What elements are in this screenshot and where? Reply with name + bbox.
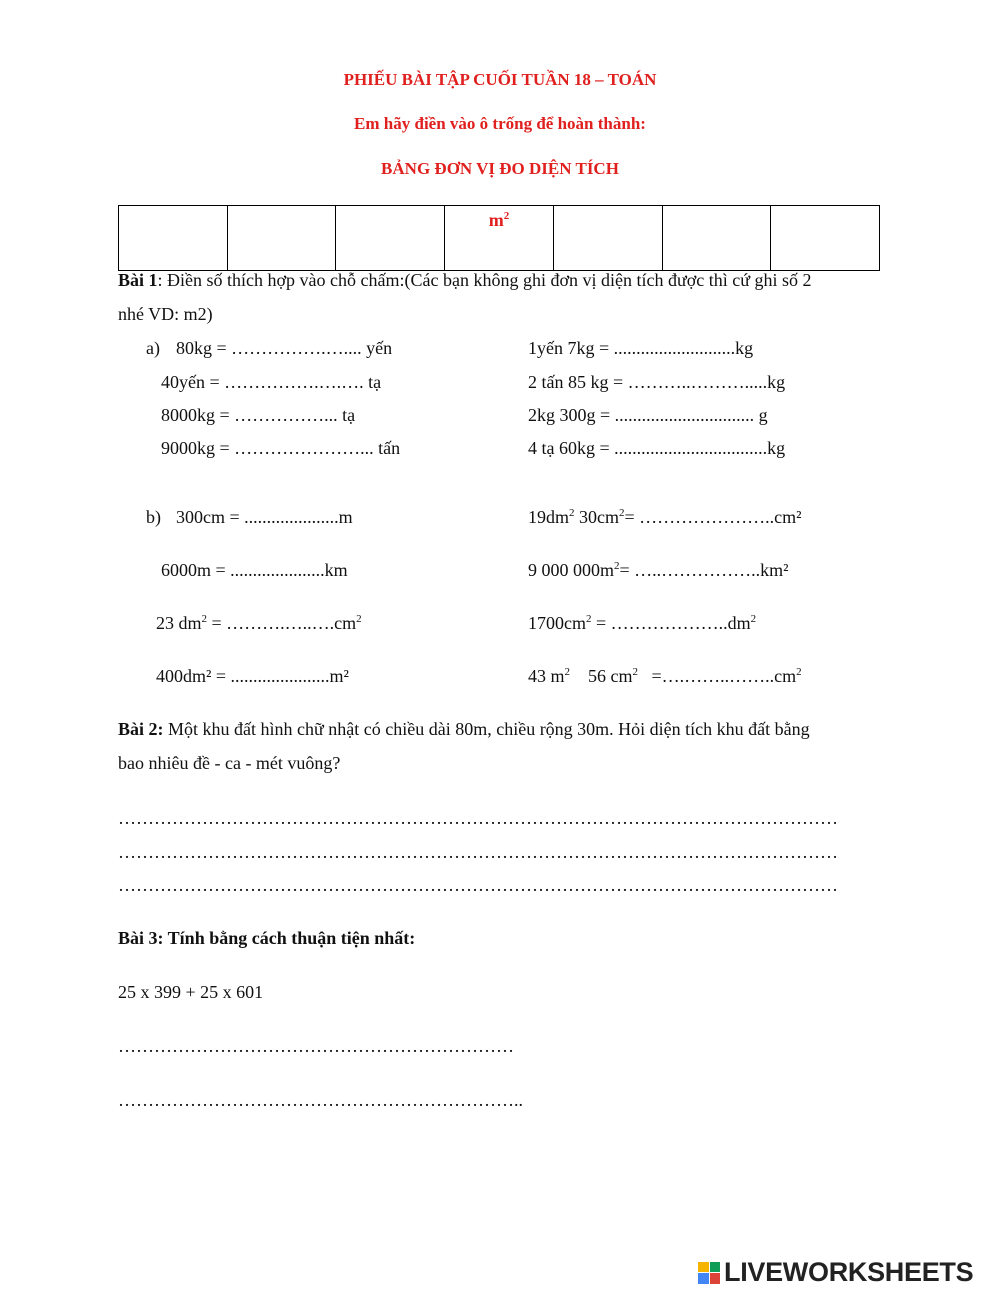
a-left-1[interactable]: 80kg = …………….….... yến (176, 338, 393, 358)
sup-2: 2 (356, 613, 362, 625)
b-left-4[interactable]: 400dm² = ......................m² (156, 666, 349, 686)
sup-2: 2 (619, 507, 625, 519)
sup-2: 2 (796, 666, 802, 678)
a-right-4[interactable]: 4 tạ 60kg = ..................................kg (528, 438, 786, 458)
unit-cell-m2 (445, 206, 554, 271)
bai1-text-1: : Điền số thích hợp vào chỗ chấm:(Các bạn không ghi đơn vị diện tích được thì cứ ghi số 2 (157, 270, 812, 290)
b-right-1-b: 30cm (574, 507, 620, 527)
a-right-3[interactable]: 2kg 300g = ............................... g (528, 405, 768, 425)
unit-table-title: BẢNG ĐƠN VỊ ĐO DIỆN TÍCH (381, 159, 619, 178)
b-right-1[interactable] (528, 507, 802, 527)
logo-square-4 (710, 1273, 721, 1284)
logo-square-2 (710, 1262, 721, 1273)
bai1-label: Bài 1 (118, 270, 158, 290)
bai1-prompt-line2: nhé VD: m2) (118, 304, 213, 324)
unit-cell-7[interactable] (771, 206, 880, 271)
b-right-4-a: 43 m (528, 666, 565, 686)
unit-cell-2[interactable] (227, 206, 336, 271)
sup-2: 2 (586, 613, 592, 625)
bai3-expression: 25 x 399 + 25 x 601 (118, 982, 264, 1002)
b-right-4[interactable] (528, 666, 802, 686)
bai3-title: Bài 3: Tính bằng cách thuận tiện nhất: (118, 928, 416, 948)
liveworksheets-logo-icon (698, 1262, 720, 1284)
unit-cell-1[interactable] (119, 206, 228, 271)
sup-2: 2 (632, 666, 639, 678)
bai2-answer-line-1[interactable]: ………………………………………………………………………………………………………… (118, 808, 838, 828)
b-right-3[interactable] (528, 613, 756, 633)
liveworksheets-brand: LIVEWORKSHEETS (724, 1257, 974, 1287)
bai2-label: Bài 2: (118, 719, 164, 739)
b-right-3-b: = ………………..dm (591, 613, 751, 633)
bai2-answer-line-2[interactable]: ………………………………………………………………………………………………………… (118, 842, 838, 862)
b-left-3-b: = ……….…..….cm (207, 613, 357, 633)
part-b-label: b) (146, 507, 161, 527)
sup-2: 2 (614, 560, 620, 572)
logo-square-3 (698, 1273, 709, 1284)
sup-2: 2 (750, 613, 757, 625)
bai2-answer-line-3[interactable]: ………………………………………………………………………………………………………… (118, 875, 838, 895)
b-left-3[interactable] (156, 613, 362, 633)
bai2-prompt-line2: bao nhiêu đề - ca - mét vuông? (118, 753, 341, 773)
worksheet-title: PHIẾU BÀI TẬP CUỐI TUẦN 18 – TOÁN (343, 70, 657, 89)
sup-2: 2 (201, 613, 208, 625)
unit-cell-5[interactable] (553, 206, 662, 271)
area-unit-table (118, 205, 880, 271)
b-left-3-a: 23 dm (156, 613, 202, 633)
b-right-4-c: =….……..……..cm (638, 666, 797, 686)
bai2-prompt-line1 (118, 719, 810, 739)
worksheet-instruction: Em hãy điền vào ô trống để hoàn thành: (354, 114, 646, 133)
a-left-2[interactable]: 40yến = …………….….…. tạ (161, 372, 382, 392)
bai3-answer-line-1[interactable]: ………………………………………………………… (118, 1036, 514, 1056)
a-left-3[interactable]: 8000kg = ……………... tạ (161, 405, 356, 425)
b-right-4-b: 56 cm (570, 666, 633, 686)
sup-2: 2 (569, 507, 575, 519)
sup-2: 2 (564, 666, 571, 678)
a-right-1[interactable]: 1yến 7kg = ...........................kg (528, 338, 754, 358)
b-left-1[interactable]: 300cm = .....................m (176, 507, 353, 527)
liveworksheets-logo (698, 1257, 973, 1288)
bai1-prompt-line1 (118, 270, 811, 290)
logo-square-1 (698, 1262, 709, 1273)
unit-m2-base: m (488, 210, 504, 230)
bai2-text-1: Một khu đất hình chữ nhật có chiều dài 80m, chiều rộng 30m. Hỏi diện tích khu đất bằng (163, 719, 810, 739)
b-right-3-a: 1700cm (528, 613, 586, 633)
b-right-2-a: 9 000 000m (528, 560, 615, 580)
b-right-2-b: = …..……………..km² (619, 560, 789, 580)
unit-m2-exp: 2 (503, 210, 510, 222)
bai3-answer-line-2[interactable]: ………………………………………………………….. (118, 1090, 523, 1110)
part-a-label: a) (146, 338, 160, 358)
b-right-1-a: 19dm (528, 507, 570, 527)
unit-cell-6[interactable] (662, 206, 771, 271)
a-left-4[interactable]: 9000kg = …………………... tấn (161, 438, 401, 458)
b-left-2[interactable]: 6000m = .....................km (161, 560, 348, 580)
b-right-2[interactable] (528, 560, 789, 580)
a-right-2[interactable]: 2 tấn 85 kg = ………..……….....kg (528, 372, 786, 392)
unit-cell-3[interactable] (336, 206, 445, 271)
b-right-1-c: = …………………..cm² (624, 507, 802, 527)
